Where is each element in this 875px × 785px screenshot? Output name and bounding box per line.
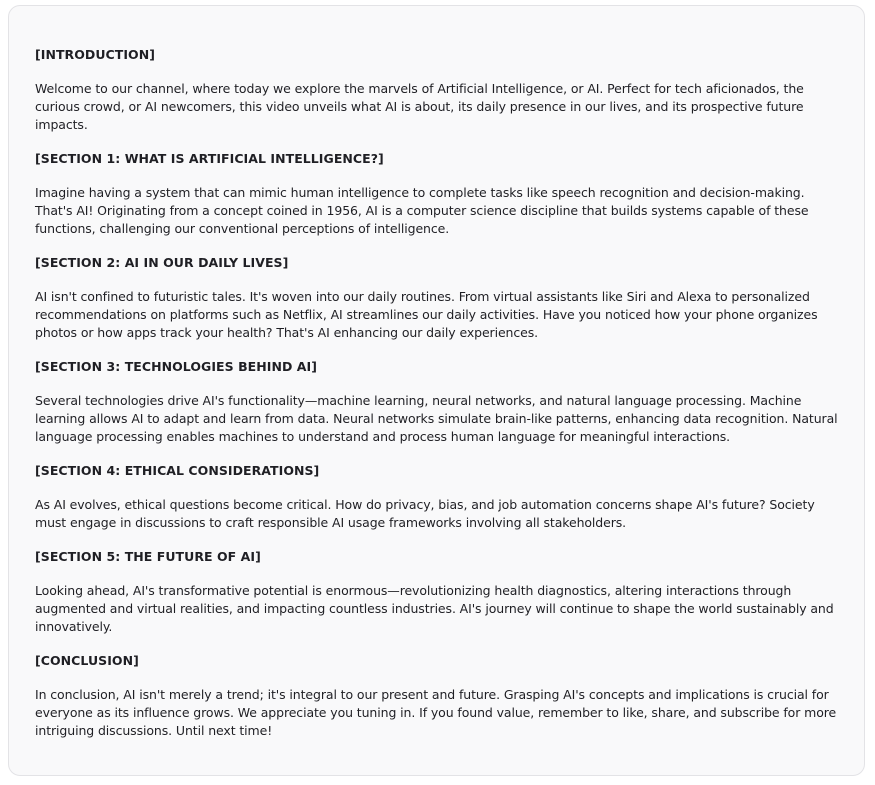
section-text-5: Looking ahead, AI's transformative potential is enormous—revolutionizing health diagnostics, altering interactions through augmented and virtual realities, and impacting countless industries. AI's journey will continue to shape the world sustainably and innovatively. <box>35 583 834 634</box>
script-card <box>8 5 865 776</box>
section-heading-1: [SECTION 1: WHAT IS ARTIFICIAL INTELLIGENCE?] <box>35 151 384 166</box>
section-heading-3: [SECTION 3: TECHNOLOGIES BEHIND AI] <box>35 359 317 374</box>
section-heading-5: [SECTION 5: THE FUTURE OF AI] <box>35 549 261 564</box>
section-text-1: Imagine having a system that can mimic human intelligence to complete tasks like speech recognition and decision-making. That's AI! Originating from a concept coined in 1956, AI is a computer science discipline that builds systems capable of these functions, challenging our conventional perceptions of intelligence. <box>35 185 809 236</box>
section-heading-2: [SECTION 2: AI IN OUR DAILY LIVES] <box>35 255 289 270</box>
section-heading-introduction: [INTRODUCTION] <box>35 47 155 62</box>
section-text-conclusion: In conclusion, AI isn't merely a trend; it's integral to our present and future. Grasping AI's concepts and implications is crucial for everyone as its influence grows. We appreciate you tuning in. If you found value, remember to like, share, and subscribe for more intriguing discussions. Until next time! <box>35 687 837 738</box>
section-heading-4: [SECTION 4: ETHICAL CONSIDERATIONS] <box>35 463 320 478</box>
section-text-introduction: Welcome to our channel, where today we explore the marvels of Artificial Intelligence, or AI. Perfect for tech aficionados, the curious crowd, or AI newcomers, this video unveils what AI is about, its daily presence in our lives, and its prospective future impacts. <box>35 81 804 132</box>
section-text-4: As AI evolves, ethical questions become critical. How do privacy, bias, and job automation concerns shape AI's future? Society must engage in discussions to craft responsible AI usage frameworks involving all stakeholders. <box>35 497 815 530</box>
section-heading-conclusion: [CONCLUSION] <box>35 653 139 668</box>
section-text-2: AI isn't confined to futuristic tales. It's woven into our daily routines. From virtual assistants like Siri and Alexa to personalized recommendations on platforms such as Netflix, AI streamlines our daily activities. Have you noticed how your phone organizes photos or how apps track your health? That's AI enhancing our daily experiences. <box>35 289 818 340</box>
section-text-3: Several technologies drive AI's functionality—machine learning, neural networks, and natural language processing. Machine learning allows AI to adapt and learn from data. Neural networks simulate brain-like patterns, enhancing data recognition. Natural language processing enables machines to understand and process human language for meaningful interactions. <box>35 393 838 444</box>
